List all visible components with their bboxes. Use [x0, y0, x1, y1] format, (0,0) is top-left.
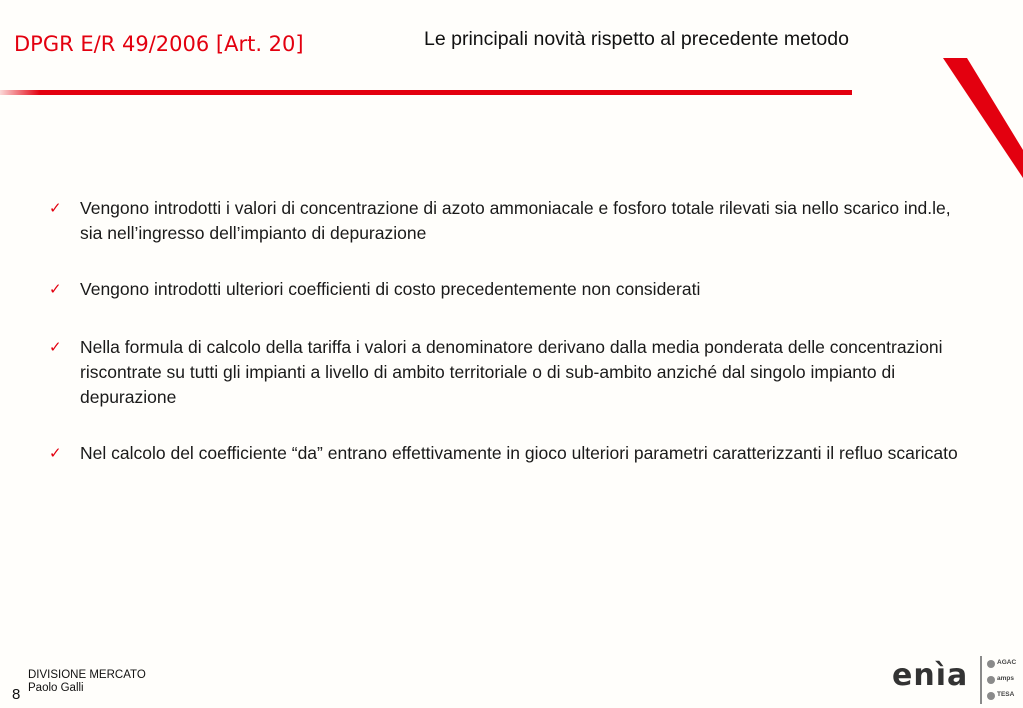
author-name: Paolo Galli: [28, 682, 84, 694]
amps-label: amps: [997, 675, 1014, 682]
bullet-item: [44, 335, 964, 410]
logo-wordmark: enìa: [892, 658, 969, 693]
corner-stripe-decoration: [903, 0, 1023, 190]
bullet-text: Vengono introdotti ulteriori coefficienti di costo precedentemente non considerati: [80, 279, 701, 299]
bullet-list: [44, 196, 964, 497]
tesa-logo: [987, 690, 1017, 702]
amps-logo: [987, 674, 1017, 686]
bullet-item: [44, 441, 964, 466]
logo-divider: [980, 656, 982, 704]
tesa-emblem-icon: [987, 692, 995, 700]
division-label: DIVISIONE MERCATO: [28, 669, 146, 681]
enia-logo: [892, 656, 1018, 704]
footer-credits: [28, 669, 146, 695]
bullet-item: [44, 196, 964, 246]
slide-subtitle: Le principali novità rispetto al precedente metodo: [424, 28, 849, 50]
tesa-label: TESA: [997, 691, 1015, 698]
check-icon: ✓: [49, 444, 62, 462]
bullet-text: Vengono introdotti i valori di concentrazione di azoto ammoniacale e fosforo totale rilevati sia nello scarico ind.le, sia nell’ingresso dell’impianto di depurazione: [80, 198, 951, 243]
agac-emblem-icon: [987, 660, 995, 668]
check-icon: ✓: [49, 199, 62, 217]
page-number: 8: [12, 686, 21, 703]
slide-title: DPGR E/R 49/2006 [Art. 20]: [14, 32, 304, 56]
check-icon: ✓: [49, 338, 62, 356]
bullet-text: Nella formula di calcolo della tariffa i valori a denominatore derivano dalla media ponderata delle concentrazioni riscontrate su tutti gli impianti a livello di ambito territoriale o di sub-ambito anziché dal singolo impianto di depurazione: [80, 337, 943, 407]
check-icon: ✓: [49, 280, 62, 298]
bullet-item: [44, 277, 964, 302]
agac-logo: [987, 658, 1017, 670]
bullet-text: Nel calcolo del coefficiente “da” entrano effettivamente in gioco ulteriori parametri caratterizzanti il refluo scaricato: [80, 443, 958, 463]
agac-label: AGAC: [997, 659, 1017, 666]
header-rule: [0, 90, 852, 95]
amps-emblem-icon: [987, 676, 995, 684]
